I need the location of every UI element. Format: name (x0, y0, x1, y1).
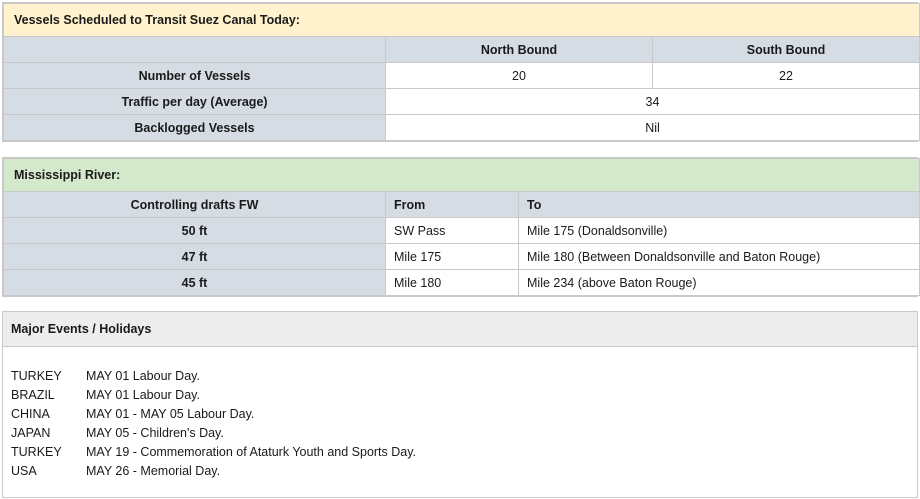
suez-header-south: South Bound (653, 37, 920, 63)
list-item (11, 405, 917, 424)
suez-combined-value: Nil (386, 115, 920, 141)
mississippi-table (3, 158, 920, 296)
table-row (4, 89, 920, 115)
from-value: Mile 180 (386, 270, 519, 296)
list-item (11, 367, 917, 386)
table-row (4, 218, 920, 244)
drafts-header: Controlling drafts FW (4, 192, 386, 218)
mississippi-title: Mississippi River: (4, 159, 920, 192)
list-item (11, 462, 917, 481)
from-value: Mile 175 (386, 244, 519, 270)
table-row (4, 244, 920, 270)
suez-row-label: Backlogged Vessels (4, 115, 386, 141)
draft-value: 47 ft (4, 244, 386, 270)
suez-combined-value: 34 (386, 89, 920, 115)
event-country: BRAZIL (11, 388, 55, 402)
table-row (4, 270, 920, 296)
suez-north-value: 20 (386, 63, 653, 89)
event-country: TURKEY (11, 369, 62, 383)
suez-table (3, 3, 920, 141)
to-value: Mile 180 (Between Donaldsonville and Baton Rouge) (519, 244, 920, 270)
event-country: JAPAN (11, 426, 51, 440)
suez-canal-section (2, 2, 918, 142)
list-item (11, 443, 917, 462)
event-text: MAY 19 - Commemoration of Ataturk Youth and Sports Day. (86, 445, 417, 459)
event-text: MAY 01 Labour Day. (86, 388, 200, 402)
events-title: Major Events / Holidays (3, 312, 917, 347)
suez-header-blank (4, 37, 386, 63)
to-header: To (519, 192, 920, 218)
events-list (3, 347, 917, 481)
event-country: CHINA (11, 407, 50, 421)
suez-row-label: Traffic per day (Average) (4, 89, 386, 115)
list-item (11, 424, 917, 443)
suez-header-north: North Bound (386, 37, 653, 63)
event-text: MAY 26 - Memorial Day. (86, 464, 221, 478)
event-text: MAY 05 - Children's Day. (86, 426, 224, 440)
from-header: From (386, 192, 519, 218)
event-country: TURKEY (11, 445, 62, 459)
draft-value: 50 ft (4, 218, 386, 244)
suez-row-label: Number of Vessels (4, 63, 386, 89)
to-value: Mile 234 (above Baton Rouge) (519, 270, 920, 296)
event-text: MAY 01 Labour Day. (86, 369, 200, 383)
draft-value: 45 ft (4, 270, 386, 296)
suez-south-value: 22 (653, 63, 920, 89)
to-value: Mile 175 (Donaldsonville) (519, 218, 920, 244)
mississippi-section (2, 157, 918, 297)
table-row (4, 115, 920, 141)
suez-title: Vessels Scheduled to Transit Suez Canal Today: (4, 4, 920, 37)
event-country: USA (11, 464, 37, 478)
list-item (11, 386, 917, 405)
event-text: MAY 01 - MAY 05 Labour Day. (86, 407, 255, 421)
from-value: SW Pass (386, 218, 519, 244)
table-row (4, 63, 920, 89)
events-section (2, 311, 918, 498)
